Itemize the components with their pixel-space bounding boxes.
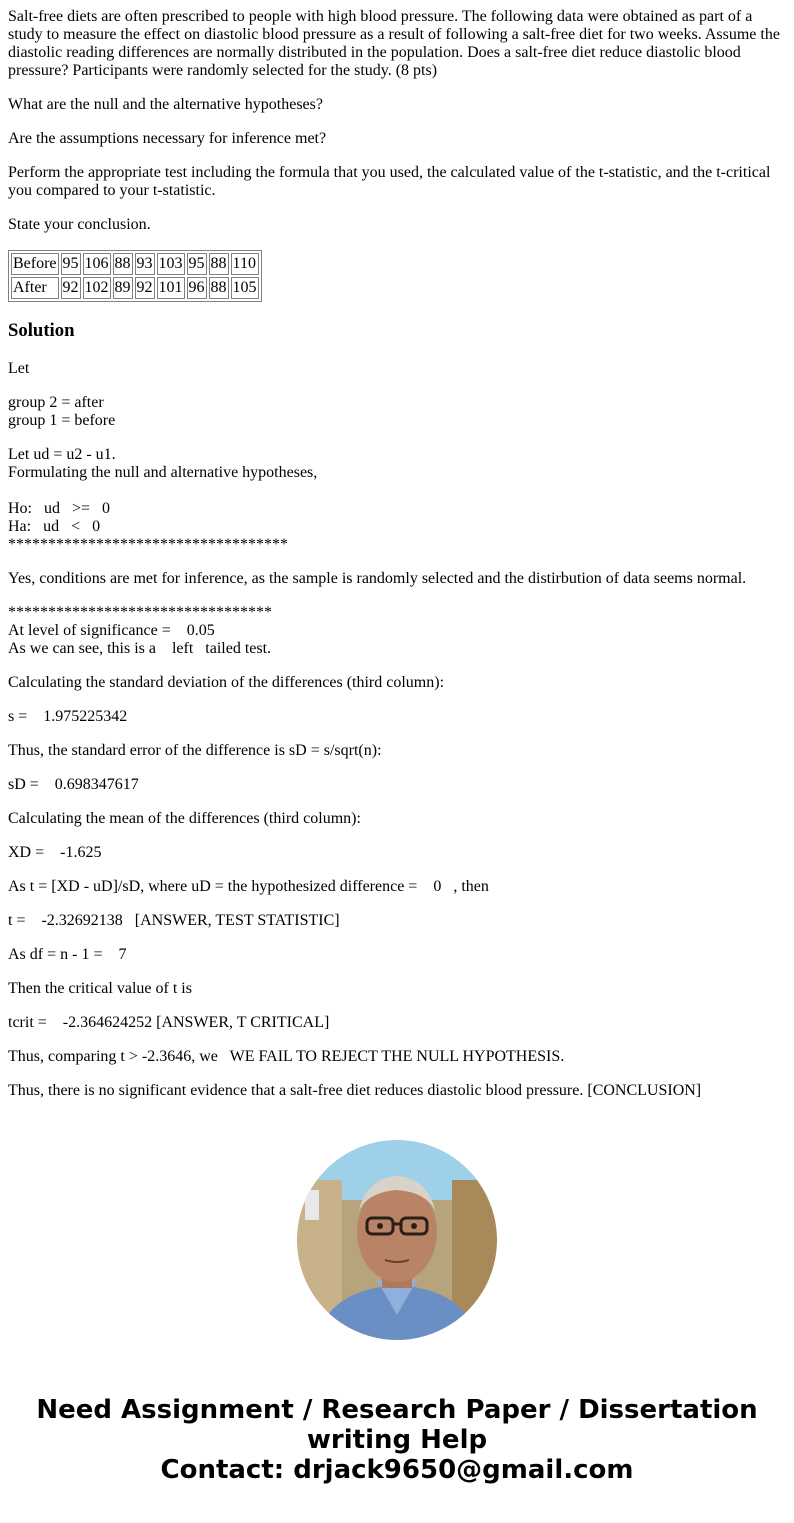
promo-line-2: writing Help: [306, 1425, 488, 1455]
table-cell: 96: [187, 277, 207, 299]
solution-test-setup: ********************************* At level of significance = 0.05 As we can see, this is a left tailed test.: [8, 604, 272, 657]
solution-sd-label: Calculating the standard deviation of the differences (third column):: [8, 674, 445, 691]
table-cell: 93: [135, 253, 155, 275]
solution-df-value: As df = n - 1 = 7: [8, 946, 127, 963]
solution-heading: Solution: [8, 320, 75, 341]
solution-se-label: Thus, the standard error of the difference is sD = s/sqrt(n):: [8, 742, 382, 759]
question-intro: Salt-free diets are often prescribed to people with high blood pressure. The following data were obtained as part of a study to measure the effect on diastolic blood pressure as a result of following a salt-free diet for two weeks. Assume the diastolic reading differences are normally distributed in the population. Does a salt-free diet reduce diastolic blood pressure? Participants were randomly selected for the study. (8 pts): [8, 8, 784, 79]
author-portrait-icon: [297, 1140, 497, 1340]
table-cell: 88: [209, 253, 229, 275]
solution-assumptions: Yes, conditions are met for inference, as the sample is randomly selected and the distirbution of data seems normal.: [8, 570, 747, 587]
solution-s-value: s = 1.975225342: [8, 708, 128, 725]
table-cell: 101: [157, 277, 185, 299]
solution-mean-label: Calculating the mean of the differences (third column):: [8, 810, 361, 827]
solution-t-formula: As t = [XD - uD]/sD, where uD = the hypothesized difference = 0 , then: [8, 878, 489, 895]
promo-footer: [8, 1395, 786, 1485]
author-photo-container: [8, 1140, 786, 1345]
solution-hypotheses: Let ud = u2 - u1. Formulating the null and alternative hypotheses, Ho: ud >= 0 Ha: ud < 0 ***********************************: [8, 446, 318, 553]
solution-t-value: t = -2.32692138 [ANSWER, TEST STATISTIC]: [8, 912, 340, 929]
solution-tcrit-value: tcrit = -2.364624252 [ANSWER, T CRITICAL]: [8, 1014, 330, 1031]
promo-line-1: Need Assignment / Research Paper / Dissertation: [36, 1395, 758, 1425]
table-cell: 102: [83, 277, 111, 299]
table-cell: 106: [83, 253, 111, 275]
solution-crit-label: Then the critical value of t is: [8, 980, 192, 997]
author-avatar: [297, 1140, 497, 1340]
table-cell: 89: [113, 277, 133, 299]
promo-contact[interactable]: Contact: drjack9650@gmail.com: [160, 1455, 634, 1485]
table-cell: 92: [135, 277, 155, 299]
table-cell: 88: [209, 277, 229, 299]
solution-xd-value: XD = -1.625: [8, 844, 102, 861]
table-cell: 103: [157, 253, 185, 275]
table-row-label: After: [11, 277, 59, 299]
table-cell: 105: [231, 277, 259, 299]
question-test: Perform the appropriate test including the formula that you used, the calculated value of the t-statistic, and the t-critical you compared to your t-statistic.: [8, 164, 775, 199]
question-hypotheses: What are the null and the alternative hypotheses?: [8, 96, 323, 113]
table-row: [11, 277, 259, 299]
solution-compare: Thus, comparing t > -2.3646, we WE FAIL TO REJECT THE NULL HYPOTHESIS.: [8, 1048, 565, 1065]
solution-let: Let: [8, 360, 30, 377]
table-cell: 110: [231, 253, 259, 275]
data-table: [8, 250, 262, 302]
solution-sd-value: sD = 0.698347617: [8, 776, 139, 793]
table-cell: 95: [61, 253, 81, 275]
question-assumptions: Are the assumptions necessary for inference met?: [8, 130, 327, 147]
table-cell: 88: [113, 253, 133, 275]
question-conclusion: State your conclusion.: [8, 216, 151, 233]
table-row-label: Before: [11, 253, 59, 275]
table-cell: 95: [187, 253, 207, 275]
table-row: [11, 253, 259, 275]
table-cell: 92: [61, 277, 81, 299]
solution-conclusion: Thus, there is no significant evidence that a salt-free diet reduces diastolic blood pressure. [CONCLUSION]: [8, 1082, 702, 1099]
solution-groups: group 2 = after group 1 = before: [8, 394, 116, 429]
